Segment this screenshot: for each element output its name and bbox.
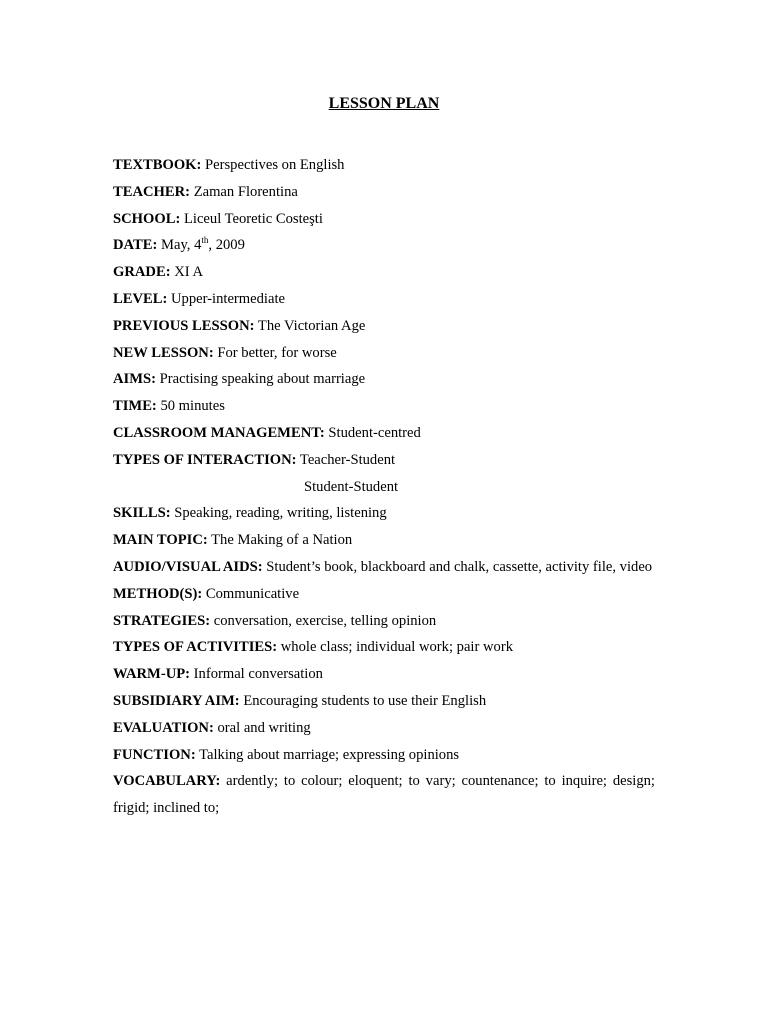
field-label: TEACHER: xyxy=(113,183,191,200)
field-value: Practising speaking about marriage xyxy=(159,371,366,388)
field-function xyxy=(113,742,655,769)
field-label: NEW LESSON: xyxy=(113,344,214,361)
field-value: Teacher-Student xyxy=(299,451,396,468)
field-value: For better, for worse xyxy=(217,344,337,361)
field-value: Communicative xyxy=(205,585,300,602)
field-label: WARM-UP: xyxy=(113,666,191,683)
field-main-topic xyxy=(113,527,655,554)
field-value: Speaking, reading, writing, listening xyxy=(174,505,387,522)
field-time xyxy=(113,393,655,420)
field-value: 50 minutes xyxy=(160,398,225,415)
field-label: LEVEL: xyxy=(113,290,168,307)
field-value: conversation, exercise, telling opinion xyxy=(213,612,437,629)
field-label: EVALUATION: xyxy=(113,719,214,736)
field-value: oral and writing xyxy=(217,719,311,736)
field-value: XI A xyxy=(174,264,204,281)
field-value: The Victorian Age xyxy=(257,317,366,334)
date-ordinal-suffix: th xyxy=(201,235,209,246)
field-textbook xyxy=(113,152,655,179)
field-evaluation xyxy=(113,715,655,742)
field-value: Student-centred xyxy=(328,424,421,441)
field-label: AIMS: xyxy=(113,371,156,388)
field-value xyxy=(161,237,245,253)
field-label: GRADE: xyxy=(113,264,171,281)
document-title: LESSON PLAN xyxy=(328,95,440,112)
field-warm-up xyxy=(113,661,655,688)
field-label: SUBSIDIARY AIM: xyxy=(113,692,240,709)
field-types-of-interaction-continued xyxy=(113,474,655,501)
field-vocabulary xyxy=(113,768,655,822)
field-label: SCHOOL: xyxy=(113,210,181,227)
field-value: Perspectives on English xyxy=(205,157,345,173)
field-school xyxy=(113,206,655,233)
field-types-of-interaction xyxy=(113,447,655,474)
field-date xyxy=(113,232,655,259)
field-label: DATE: xyxy=(113,237,158,254)
field-strategies xyxy=(113,608,655,635)
field-new-lesson xyxy=(113,340,655,367)
field-level xyxy=(113,286,655,313)
field-value: Upper-intermediate xyxy=(171,290,285,307)
field-grade xyxy=(113,259,655,286)
field-label: TEXTBOOK: xyxy=(113,157,202,173)
field-label: MAIN TOPIC: xyxy=(113,532,208,549)
field-value: Liceul Teoretic Costeşti xyxy=(183,210,323,227)
field-value: Student’s book, blackboard and chalk, cassette, activity file, video xyxy=(266,558,653,575)
lesson-plan-fields xyxy=(113,152,655,822)
field-label: FUNCTION: xyxy=(113,746,196,763)
field-label: METHOD(S): xyxy=(113,585,203,602)
field-skills xyxy=(113,500,655,527)
field-classroom-management xyxy=(113,420,655,447)
date-day: May, 4 xyxy=(160,237,202,254)
field-value: Talking about marriage; expressing opinions xyxy=(199,746,460,763)
date-year: , 2009 xyxy=(208,237,245,254)
field-value: Zaman Florentina xyxy=(193,183,298,200)
field-value: Encouraging students to use their English xyxy=(243,692,487,709)
field-value: ardently; to colour; eloquent; to vary; countenance; to inquire; design; frigid; inclined to; xyxy=(113,773,655,817)
field-value: whole class; individual work; pair work xyxy=(280,639,513,656)
field-value: The Making of a Nation xyxy=(211,532,353,549)
field-label: TYPES OF INTERACTION: xyxy=(113,451,297,468)
field-value: Informal conversation xyxy=(193,666,323,683)
field-label: SKILLS: xyxy=(113,505,171,522)
field-label: STRATEGIES: xyxy=(113,612,211,629)
field-label: CLASSROOM MANAGEMENT: xyxy=(113,424,325,441)
field-label: PREVIOUS LESSON: xyxy=(113,317,255,334)
field-subsidiary-aim xyxy=(113,688,655,715)
field-methods xyxy=(113,581,655,608)
field-audio-visual-aids xyxy=(113,554,655,581)
field-aims xyxy=(113,366,655,393)
field-label: AUDIO/VISUAL AIDS: xyxy=(113,558,263,575)
field-types-of-activities xyxy=(113,634,655,661)
field-label: TYPES OF ACTIVITIES: xyxy=(113,639,278,656)
field-teacher xyxy=(113,179,655,206)
field-label: TIME: xyxy=(113,398,157,415)
field-value: Student-Student xyxy=(304,478,399,495)
field-previous-lesson xyxy=(113,313,655,340)
field-label: VOCABULARY: xyxy=(113,773,221,790)
